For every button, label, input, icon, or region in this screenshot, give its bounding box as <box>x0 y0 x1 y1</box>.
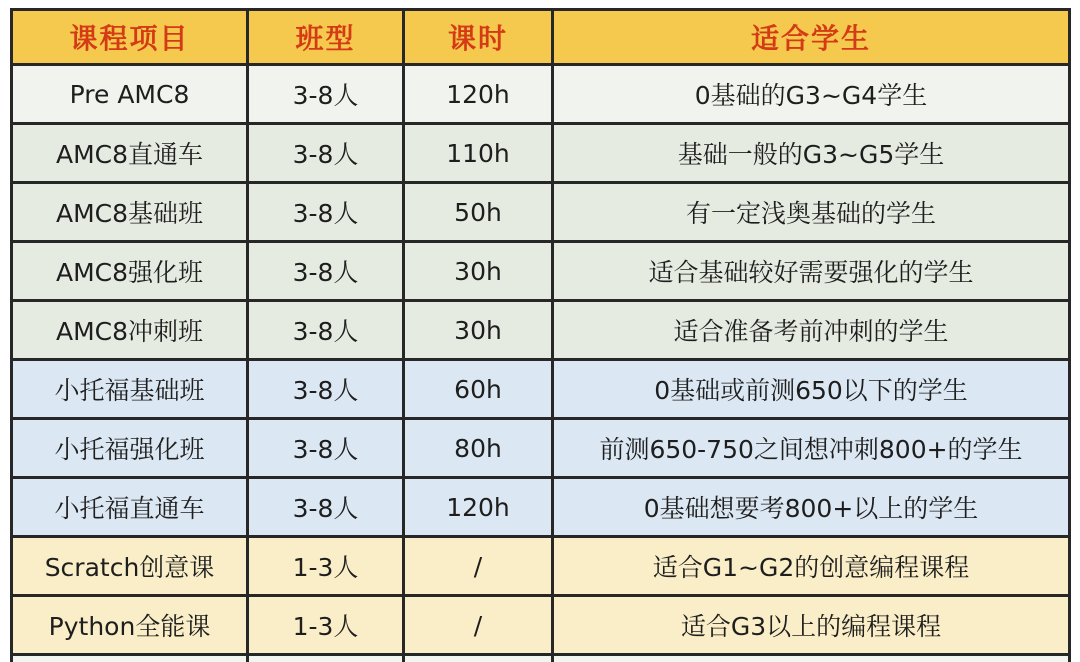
table-row <box>12 65 1070 124</box>
hours-cell: / <box>404 537 553 596</box>
class-size-cell: 1-3人 <box>248 537 404 596</box>
hours-cell: 30h <box>404 301 553 360</box>
table-row <box>12 596 1070 655</box>
hours-cell: 120h <box>404 478 553 537</box>
suitable-cell: 0基础或前测650以下的学生 <box>553 360 1070 419</box>
course-cell: Scratch创意课 <box>12 537 248 596</box>
hours-cell: / <box>404 596 553 655</box>
hours-cell: 50h <box>404 183 553 242</box>
hours-cell <box>404 655 553 662</box>
suitable-cell: 有一定浅奥基础的学生 <box>553 183 1070 242</box>
col-header-hours: 课时 <box>404 10 553 65</box>
hours-cell: 110h <box>404 124 553 183</box>
suitable-cell <box>553 655 1070 662</box>
course-cell: Pre AMC8 <box>12 65 248 124</box>
hours-cell: 80h <box>404 419 553 478</box>
suitable-cell: 适合G3以上的编程课程 <box>553 596 1070 655</box>
course-cell: AMC8强化班 <box>12 242 248 301</box>
class-size-cell: 3-8人 <box>248 183 404 242</box>
course-table <box>10 8 1071 662</box>
course-cell: 小托福直通车 <box>12 478 248 537</box>
class-size-cell: 3-8人 <box>248 242 404 301</box>
class-size-cell: 3-8人 <box>248 301 404 360</box>
col-header-course: 课程项目 <box>12 10 248 65</box>
course-cell: AMC8直通车 <box>12 124 248 183</box>
table-row <box>12 183 1070 242</box>
course-cell: AMC8基础班 <box>12 183 248 242</box>
class-size-cell: 3-8人 <box>248 478 404 537</box>
table-row <box>12 478 1070 537</box>
suitable-cell: 适合准备考前冲刺的学生 <box>553 301 1070 360</box>
class-size-cell: 1-3人 <box>248 596 404 655</box>
table-row <box>12 419 1070 478</box>
course-cell: 小托福强化班 <box>12 419 248 478</box>
suitable-cell: 0基础想要考800+以上的学生 <box>553 478 1070 537</box>
suitable-cell: 适合G1~G2的创意编程课程 <box>553 537 1070 596</box>
table-row-partial <box>12 655 1070 662</box>
table-row <box>12 537 1070 596</box>
suitable-cell: 适合基础较好需要强化的学生 <box>553 242 1070 301</box>
hours-cell: 120h <box>404 65 553 124</box>
course-cell: Python全能课 <box>12 596 248 655</box>
suitable-cell: 前测650-750之间想冲刺800+的学生 <box>553 419 1070 478</box>
header-row <box>12 10 1070 65</box>
table-row <box>12 242 1070 301</box>
table-row <box>12 301 1070 360</box>
course-cell <box>12 655 248 662</box>
col-header-suitable: 适合学生 <box>553 10 1070 65</box>
course-cell: AMC8冲刺班 <box>12 301 248 360</box>
class-size-cell <box>248 655 404 662</box>
course-table-container <box>10 8 1071 662</box>
class-size-cell: 3-8人 <box>248 360 404 419</box>
hours-cell: 30h <box>404 242 553 301</box>
table-row <box>12 124 1070 183</box>
suitable-cell: 0基础的G3~G4学生 <box>553 65 1070 124</box>
class-size-cell: 3-8人 <box>248 419 404 478</box>
class-size-cell: 3-8人 <box>248 124 404 183</box>
col-header-class-size: 班型 <box>248 10 404 65</box>
class-size-cell: 3-8人 <box>248 65 404 124</box>
suitable-cell: 基础一般的G3~G5学生 <box>553 124 1070 183</box>
hours-cell: 60h <box>404 360 553 419</box>
course-cell: 小托福基础班 <box>12 360 248 419</box>
table-row <box>12 360 1070 419</box>
